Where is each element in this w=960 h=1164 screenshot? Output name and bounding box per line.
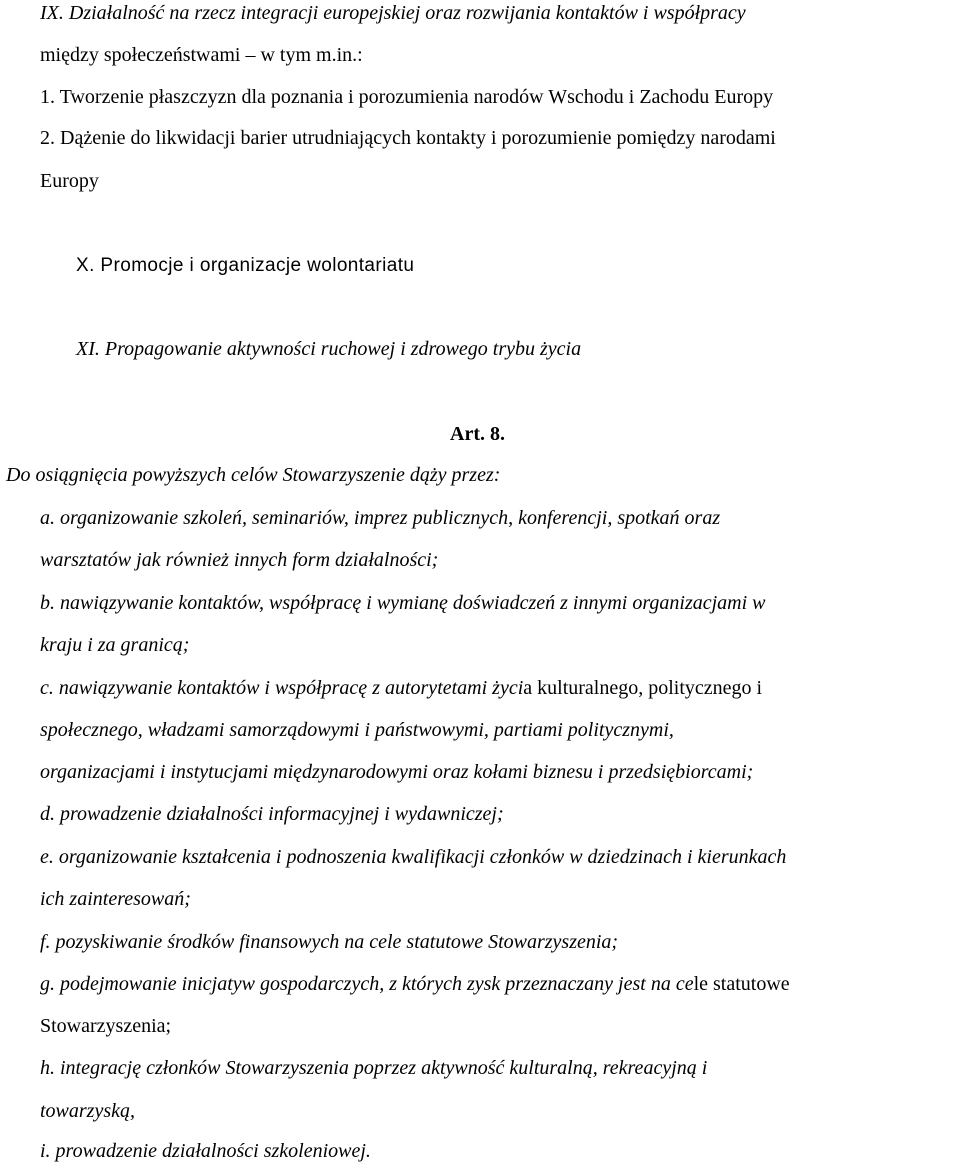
article-8-item-e-line1: e. organizowanie kształcenia i podnoszenia kwalifikacji członków w dziedzinach i kierunkach [40,846,787,868]
article-8-item-e-line2: ich zainteresowań; [40,888,191,910]
section-ix-item-2-line2: Europy [40,170,99,192]
article-8-item-g-line1-rest: le statutowe [693,973,790,995]
article-8-item-g-line2: Stowarzyszenia; [40,1015,172,1037]
section-xi-heading: XI. Propagowanie aktywności ruchowej i zdrowego trybu życia [76,338,582,360]
article-8-item-a-line2: warsztatów jak również innych form działalności; [40,549,439,571]
article-8-item-c-line2: społecznego, władzami samorządowymi i państwowymi, partiami politycznymi, [40,719,674,741]
section-x-heading: X. Promocje i organizacje wolontariatu [76,255,415,276]
article-8-item-h-line2: towarzyską, [40,1100,135,1122]
section-ix-heading-line1: IX. Działalność na rzecz integracji europejskiej oraz rozwijania kontaktów i współpracy [40,2,746,24]
article-8-item-c-line1 [40,675,762,701]
section-ix-item-2-line1: 2. Dążenie do likwidacji barier utrudniających kontakty i porozumienie pomiędzy narodami [40,127,776,149]
article-8-item-f: f. pozyskiwanie środków finansowych na cele statutowe Stowarzyszenia; [40,931,619,953]
article-8-item-c-line3: organizacjami i instytucjami międzynarodowymi oraz kołami biznesu i przedsiębiorcami; [40,761,754,783]
article-8-title: Art. 8. [450,423,505,445]
article-8-item-i: i. prowadzenie działalności szkoleniowej. [40,1140,371,1162]
article-8-item-b-line1: b. nawiązywanie kontaktów, współpracę i wymianę doświadczeń z innymi organizacjami w [40,592,766,614]
article-8-item-g-line1-italic: g. podejmowanie inicjatyw gospodarczych, z których zysk przeznaczany jest na ce [40,973,694,995]
article-8-item-c-line1-rest: a kulturalnego, politycznego i [523,677,763,699]
section-ix-heading-line2: między społeczeństwami – w tym m.in.: [40,44,363,66]
article-8-item-a-line1: a. organizowanie szkoleń, seminariów, imprez publicznych, konferencji, spotkań oraz [40,507,721,529]
article-8-item-h-line1: h. integrację członków Stowarzyszenia poprzez aktywność kulturalną, rekreacyjną i [40,1057,708,1079]
section-ix-item-1: 1. Tworzenie płaszczyzn dla poznania i porozumienia narodów Wschodu i Zachodu Europy [40,86,774,108]
article-8-item-g-line1 [40,971,790,997]
article-8-intro: Do osiągnięcia powyższych celów Stowarzyszenie dąży przez: [6,464,501,486]
article-8-item-d: d. prowadzenie działalności informacyjnej i wydawniczej; [40,803,504,825]
article-8-item-b-line2: kraju i za granicą; [40,634,190,656]
article-8-item-c-line1-italic: c. nawiązywanie kontaktów i współpracę z autorytetami życi [40,677,524,699]
